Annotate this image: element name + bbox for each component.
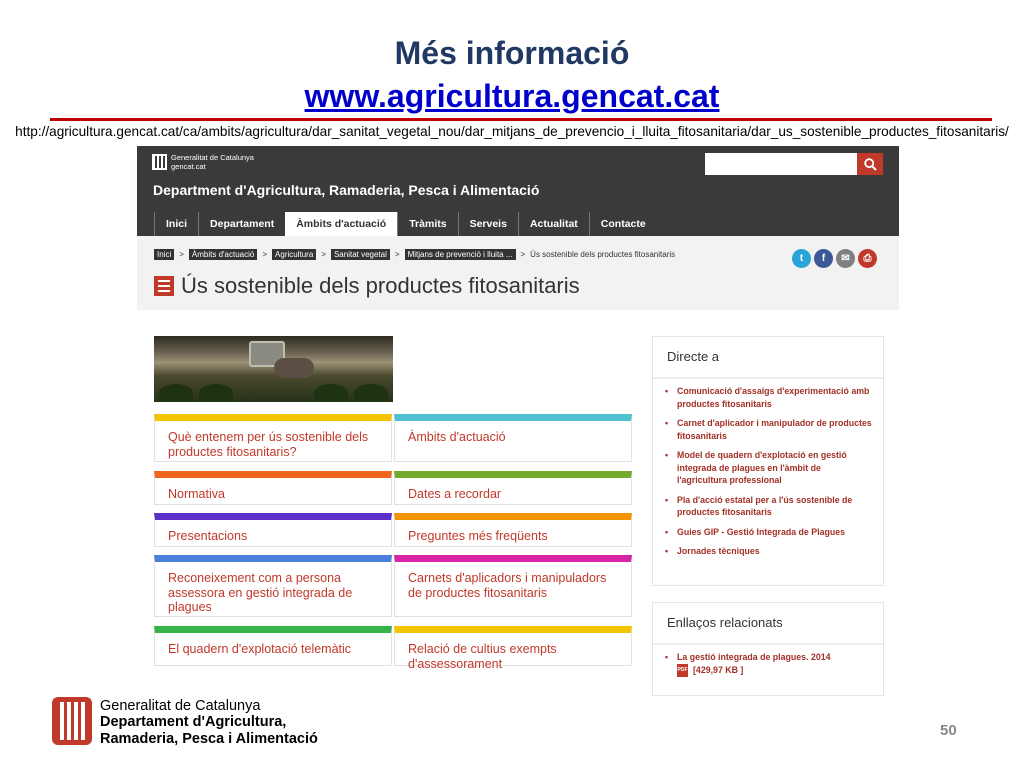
breadcrumb-current: Ús sostenible dels productes fitosanitaris <box>530 250 676 259</box>
slide-title: Més informació <box>394 35 630 71</box>
generalitat-logo-icon <box>52 697 92 745</box>
breadcrumb-ambits[interactable]: Àmbits d'actuació <box>189 249 257 260</box>
bush-shape <box>159 384 193 402</box>
page-url[interactable]: http://agricultura.gencat.cat/ca/ambits/agricultura/dar_sanitat_vegetal_nou/dar_mitjans_de_prevencio_i_lluita_fitosanitaria/dar_us_sostenible_productes_fitosanitaris/ <box>15 124 1009 139</box>
directe-item[interactable] <box>665 417 873 442</box>
breadcrumb-separator: > <box>262 250 268 259</box>
enllacos-box <box>652 602 884 696</box>
department-title: Department d'Agricultura, Ramaderia, Pesca i Alimentació <box>153 182 540 198</box>
bullet: • <box>665 418 669 428</box>
directe-item[interactable] <box>665 385 873 410</box>
related-link[interactable] <box>665 651 873 677</box>
breadcrumb-separator: > <box>179 250 184 259</box>
tile-6[interactable]: Reconeixement com a persona assessora en gestió integrada de plagues <box>154 555 392 617</box>
generalitat-name: Generalitat de Catalunya gencat.cat <box>171 153 254 171</box>
tile-3[interactable]: Dates a recordar <box>394 471 632 505</box>
page-title: Ús sostenible dels productes fitosanitaris <box>181 273 580 298</box>
breadcrumb-separator: > <box>321 250 326 259</box>
nav-tramits[interactable]: Tràmits <box>397 212 457 236</box>
related-link-label: La gestió integrada de plagues. 2014 <box>677 652 831 662</box>
generalitat-logo-icon[interactable] <box>152 154 167 170</box>
breadcrumb-sanitat[interactable]: Sanitat vegetal <box>331 249 390 260</box>
tile-8[interactable]: El quadern d'explotació telemàtic <box>154 626 392 666</box>
menu-icon[interactable] <box>154 276 174 296</box>
nav-ambits[interactable]: Àmbits d'actuació <box>285 212 397 236</box>
twitter-icon[interactable]: t <box>792 249 811 268</box>
directe-item[interactable] <box>665 526 873 539</box>
directe-item-label: Guies GIP - Gestió Integrada de Plagues <box>677 526 846 537</box>
breadcrumb-separator: > <box>394 250 400 259</box>
nav-contacte[interactable]: Contacte <box>589 212 657 236</box>
nav-inici[interactable]: Inici <box>154 212 198 236</box>
directe-item[interactable] <box>665 494 873 519</box>
website-link[interactable]: www.agricultura.gencat.cat <box>304 78 720 114</box>
title-divider <box>50 118 992 121</box>
nav-departament[interactable]: Departament <box>198 212 285 236</box>
share-icons <box>792 249 877 268</box>
breadcrumb-mitjans[interactable]: Mitjans de prevenció i lluita ... <box>405 249 516 260</box>
sprayer-shape <box>274 358 314 378</box>
bullet: • <box>665 546 669 556</box>
pdf-icon: PDF <box>677 664 688 677</box>
enllacos-heading: Enllaços relacionats <box>653 603 883 645</box>
site-header <box>137 146 899 236</box>
print-icon[interactable]: ⎙ <box>858 249 877 268</box>
page-title-bar <box>137 236 899 310</box>
main-nav <box>154 212 657 236</box>
tile-7[interactable]: Carnets d'aplicadors i manipuladors de productes fitosanitaris <box>394 555 632 617</box>
directe-item-label: Pla d'acció estatal per a l'ús sostenible de productes fitosanitaris <box>677 494 853 517</box>
nav-serveis[interactable]: Serveis <box>458 212 518 236</box>
directe-item[interactable] <box>665 449 873 487</box>
breadcrumb-separator: > <box>520 250 526 259</box>
breadcrumb <box>154 249 675 260</box>
tile-4[interactable]: Presentacions <box>154 513 392 547</box>
tile-0[interactable]: Què entenem per ús sostenible dels productes fitosanitaris? <box>154 414 392 462</box>
bullet: • <box>665 386 669 396</box>
facebook-icon[interactable]: f <box>814 249 833 268</box>
page-number: 50 <box>940 722 957 739</box>
directe-a-box <box>652 336 884 586</box>
bush-shape <box>354 384 388 402</box>
directe-item[interactable] <box>665 545 873 558</box>
bush-shape <box>199 384 233 402</box>
directe-item-label: Model de quadern d'explotació en gestió integrada de plagues en l'àmbit de l'agricultura professional <box>677 450 847 485</box>
header-photo <box>154 336 393 402</box>
search-input[interactable] <box>705 153 857 175</box>
search-icon <box>864 158 877 171</box>
directe-a-heading: Directe a <box>653 337 883 379</box>
directe-item-label: Carnet d'aplicador i manipulador de productes fitosanitaris <box>677 418 872 441</box>
tile-9[interactable]: Relació de cultius exempts d'assessorament <box>394 626 632 666</box>
footer-generalitat: Generalitat de Catalunya <box>100 698 261 714</box>
footer-department: Departament d'Agricultura, Ramaderia, Pesca i Alimentació <box>100 714 318 747</box>
file-size: [429,97 KB ] <box>693 664 744 675</box>
bullet: • <box>665 494 669 505</box>
enllacos-list <box>653 645 883 690</box>
bullet: • <box>665 526 669 537</box>
tile-2[interactable]: Normativa <box>154 471 392 505</box>
bush-shape <box>314 384 348 402</box>
email-icon[interactable]: ✉ <box>836 249 855 268</box>
directe-a-list <box>653 379 883 571</box>
bullet: • <box>665 450 669 460</box>
tile-1[interactable]: Àmbits d'actuació <box>394 414 632 462</box>
directe-item-label: Jornades tècniques <box>677 546 760 556</box>
tile-5[interactable]: Preguntes més freqüents <box>394 513 632 547</box>
website-screenshot <box>137 146 899 698</box>
breadcrumb-inici[interactable]: Inici <box>154 249 174 260</box>
nav-actualitat[interactable]: Actualitat <box>518 212 589 236</box>
search-button[interactable] <box>857 153 883 175</box>
directe-item-label: Comunicació d'assaigs d'experimentació amb productes fitosanitaris <box>677 386 870 409</box>
breadcrumb-agricultura[interactable]: Agricultura <box>272 249 316 260</box>
bullet: • <box>665 652 669 662</box>
